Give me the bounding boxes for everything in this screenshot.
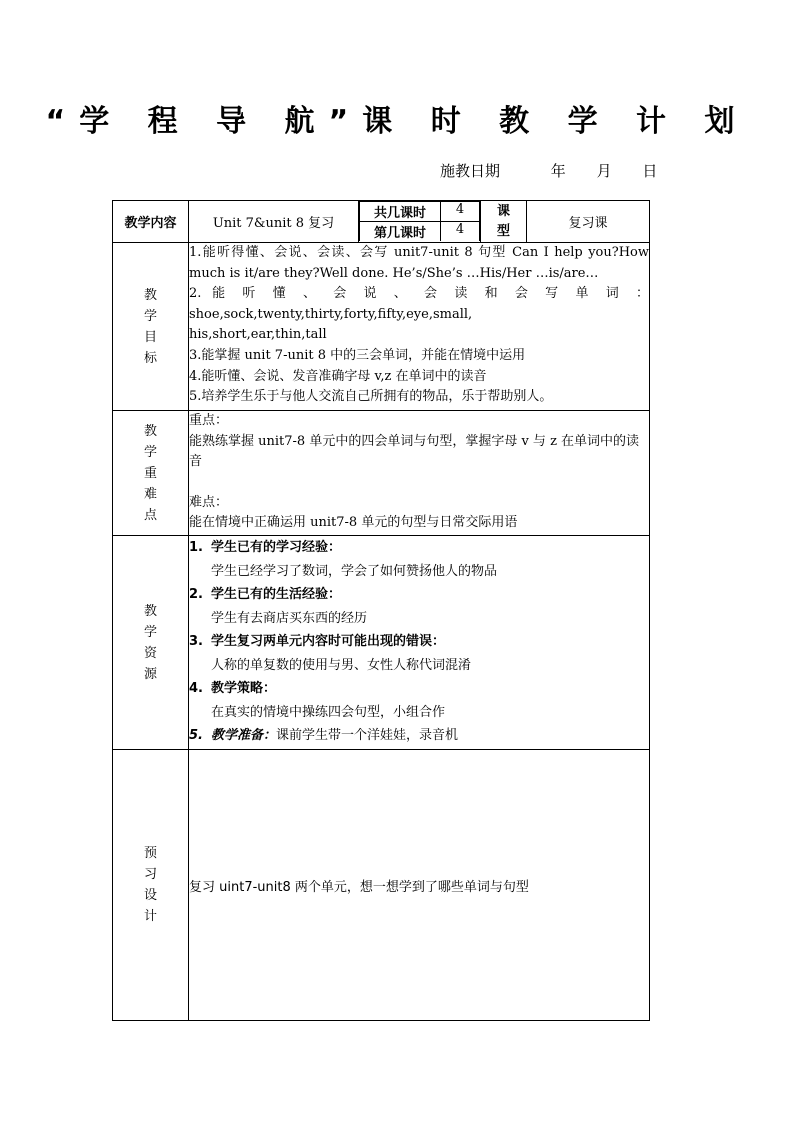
lesson-type-label: 课型 (481, 201, 527, 243)
total-hours-label: 共几课时 (360, 202, 441, 222)
resource-question: 4. 教学策略： (189, 681, 277, 696)
resource-answer: 学生已经学习了数词，学会了如何赞扬他人的物品 (211, 563, 498, 579)
resources-label: 教学资源 (113, 536, 189, 750)
difficulty-title: 难点： (189, 494, 229, 510)
goal-line: 1.能听得懂、会说、会读、会写 unit7-unit 8 句型 Can I help you?How much is it/are they?Well done. He’s/She’s …His/Her …is/are… (189, 245, 649, 281)
goal-line: 2. 能 听 懂 、 会 说 、 会 读 和 会 写 单 词 ： shoe,sock,twenty,thirty,forty,fifty,eye,small, (189, 286, 649, 322)
keypoints-label: 教学重难点 (113, 411, 189, 536)
total-hours-value: 4 (441, 202, 480, 222)
lesson-hours (359, 201, 481, 243)
lesson-type-value: 复习课 (527, 201, 650, 243)
lesson-subject: Unit 7&unit 8 复习 (189, 201, 359, 243)
keypoints-content (189, 411, 650, 536)
resource-question: 1. 学生已有的学习经验： (189, 540, 342, 555)
goal-line: 3.能掌握 unit 7-unit 8 中的三会单词，并能在情境中运用 (189, 347, 526, 363)
key-title: 重点： (189, 413, 229, 428)
resource-preparation: 5. 教学准备：课前学生带一个洋娃娃，录音机 (189, 728, 459, 743)
goal-line: his,short,ear,thin,tall (189, 327, 327, 343)
goal-line: 4.能听懂、会说、发音准确字母 v,z 在单词中的读音 (189, 368, 487, 384)
content-label: 教学内容 (113, 201, 189, 243)
goal-line: 5.培养学生乐于与他人交流自己所拥有的物品，乐于帮助别人。 (189, 389, 553, 405)
resource-answer: 学生有去商店买东西的经历 (211, 610, 368, 626)
resources-content (189, 536, 650, 750)
preview-content: 复习 uint7-unit8 两个单元，想一想学到了哪些单词与句型 (189, 750, 650, 1021)
spacer (189, 473, 649, 493)
goals-content (189, 243, 650, 411)
resource-answer: 在真实的情境中操练四会句型，小组合作 (211, 704, 446, 720)
goals-label: 教学目标 (113, 243, 189, 411)
date-month: 月 (596, 162, 612, 180)
preview-label: 预习设计 (113, 750, 189, 1021)
page-title: “学 程 导 航”课 时 教 学 计 划 (45, 104, 749, 139)
lesson-number-value: 4 (441, 222, 480, 242)
lesson-number-label: 第几课时 (360, 222, 441, 242)
date-year: 年 (550, 162, 566, 180)
date-day: 日 (642, 162, 658, 180)
resource-question: 2. 学生已有的生活经验： (189, 587, 342, 602)
difficulty-text: 能在情境中正确运用 unit7-8 单元的句型与日常交际用语 (189, 515, 518, 530)
lesson-plan-table (112, 200, 650, 1021)
resource-answer: 人称的单复数的使用与男、女性人称代词混淆 (211, 657, 472, 673)
resource-question: 3. 学生复习两单元内容时可能出现的错误： (189, 634, 446, 649)
teaching-date-line (440, 160, 657, 181)
key-text: 能熟练掌握 unit7-8 单元中的四会单词与句型，掌握字母 v 与 z 在单词中的读音 (189, 433, 640, 469)
date-label: 施教日期 (440, 162, 501, 180)
